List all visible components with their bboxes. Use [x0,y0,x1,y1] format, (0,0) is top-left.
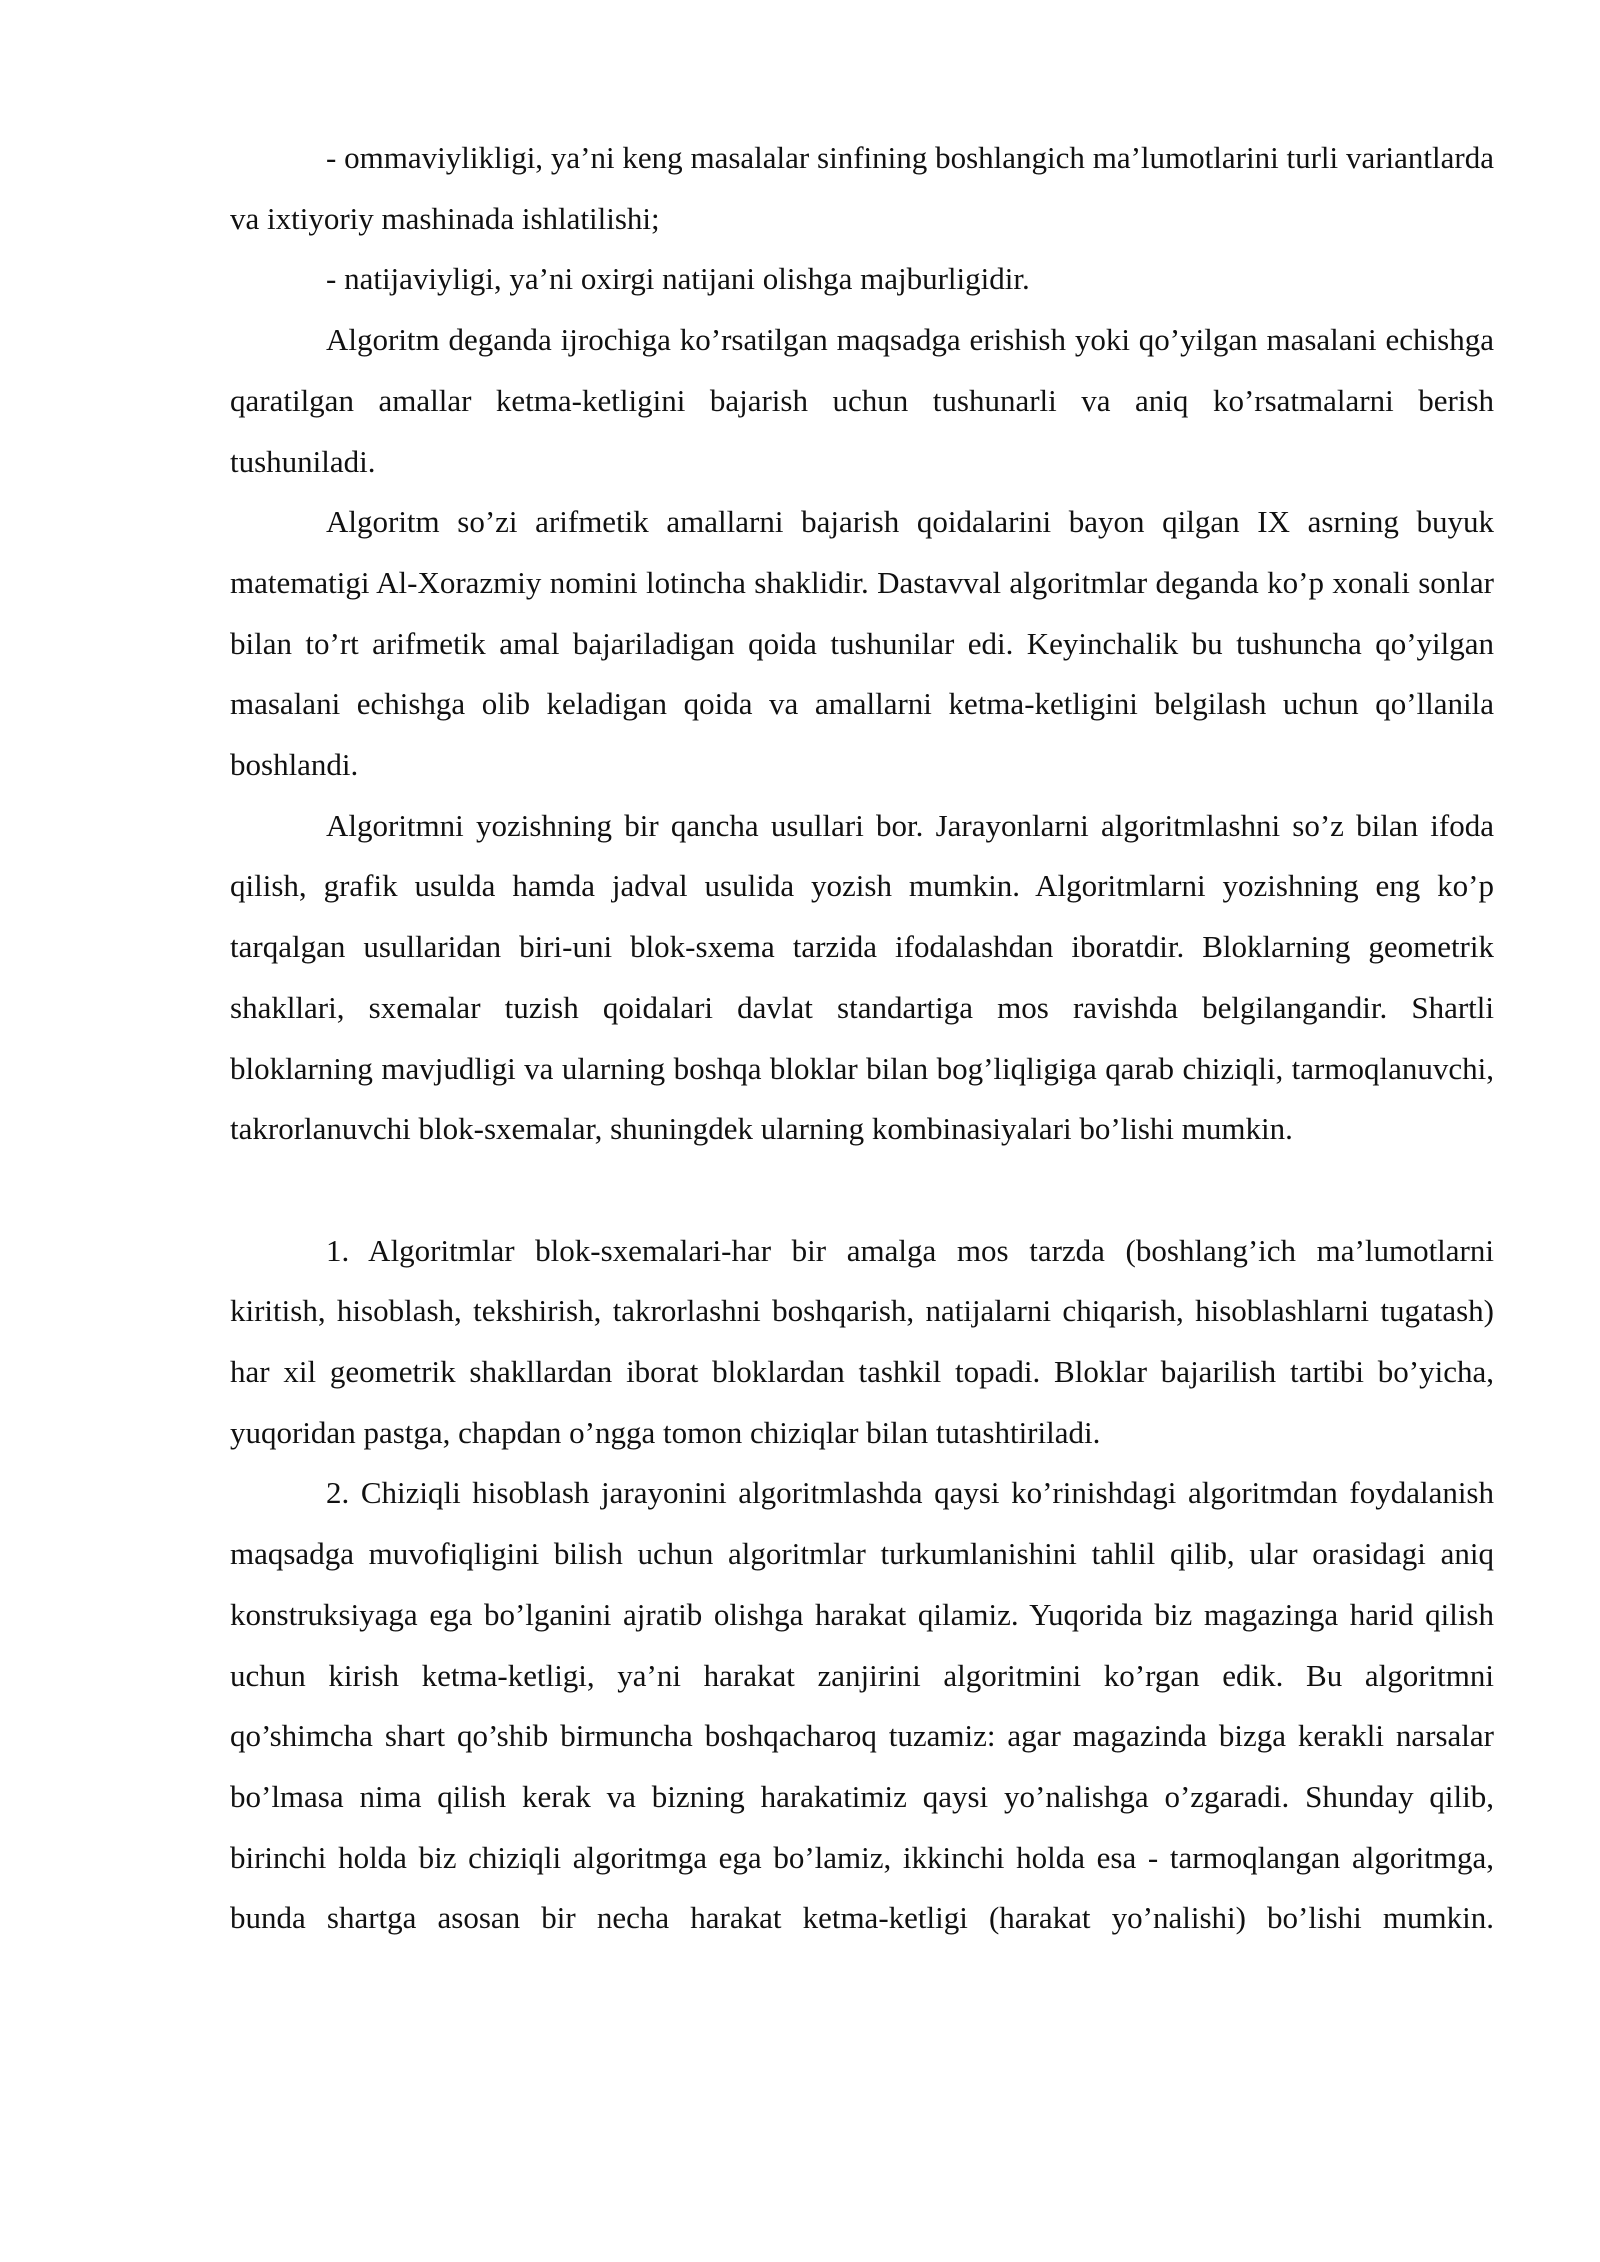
paragraph-spacer [230,1160,1494,1221]
paragraph-numbered-1: 1. Algoritmlar blok-sxemalari-har bir amalga mos tarzda (boshlang’ich ma’lumotlarni kiritish, hisoblash, tekshirish, takrorlashni boshqarish, natijalarni chiqarish, hisoblashlarni tugatash) har xil geometrik shakllardan iborat bloklardan tashkil topadi. Bloklar bajarilish tartibi bo’yicha, yuqoridan pastga, chapdan o’ngga tomon chiziqlar bilan tutashtiriladi. [230,1232,1494,1450]
paragraph-numbered-2: 2. Chiziqli hisoblash jarayonini algoritmlashda qaysi ko’rinishdagi algoritmdan foydalanish maqsadga muvofiqligini bilish uchun algoritmlar turkumlanishini tahlil qilib, ular orasidagi aniq konstruksiyaga ega bo’lganini ajratib olishga harakat qilamiz. Yuqorida biz magazinga harid qilish uchun kirish ketma-ketligi, ya’ni harakat zanjirini algoritmini ko’rgan edik. Bu algoritmni qo’shimcha shart qo’shib birmuncha boshqacharoq tuzamiz: agar magazinda bizga kerakli narsalar bo’lmasa nima qilish kerak va bizning harakatimiz qaysi yo’nalishga o’zgaradi. Shunday qilib, birinchi holda biz chiziqli algoritmga ega bo’lamiz, ikkinchi holda esa - tarmoqlangan algoritmga, bunda shartga asosan bir necha harakat ketma-ketligi (harakat yo’nalishi) bo’lishi mumkin. [230,1475,1494,1936]
paragraph-bullet-resultativeness: - natijaviyligi, ya’ni oxirgi natijani olishga majburligidir. [326,261,1030,297]
document-page [230,128,1494,1949]
paragraph-algorithm-origin: Algoritm so’zi arifmetik amallarni bajarish qoidalarini bayon qilgan IX asrning buyuk matematigi Al-Xorazmiy nomini lotincha shaklidir. Dastavval algoritmlar deganda ko’p xonali sonlar bilan to’rt arifmetik amal bajariladigan qoida tushunilar edi. Keyinchalik bu tushuncha qo’yilgan masalani echishga olib keladigan qoida va amallarni ketma-ketligini belgilash uchun qo’llanila boshlandi. [230,504,1494,783]
paragraph-bullet-massiveness: - ommaviylikligi, ya’ni keng masalalar sinfining boshlangich ma’lumotlarini turli variantlarda va ixtiyoriy mashinada ishlatilishi; [230,140,1494,236]
paragraph-algorithm-notation: Algoritmni yozishning bir qancha usullari bor. Jarayonlarni algoritmlashni so’z bilan ifoda qilish, grafik usulda hamda jadval usulida yozish mumkin. Algoritmlarni yozishning eng ko’p tarqalgan usullaridan biri-uni blok-sxema tarzida ifodalashdan iboratdir. Bloklarning geometrik shakllari, sxemalar tuzish qoidalari davlat standartiga mos ravishda belgilangandir. Shartli bloklarning mavjudligi va ularning boshqa bloklar bilan bog’liqligiga qarab chiziqli, tarmoqlanuvchi, takrorlanuvchi blok-sxemalar, shuningdek ularning kombinasiyalari bo’lishi mumkin. [230,807,1494,1147]
paragraph-algorithm-definition: Algoritm deganda ijrochiga ko’rsatilgan maqsadga erishish yoki qo’yilgan masalani echishga qaratilgan amallar ketma-ketligini bajarish uchun tushunarli va aniq ko’rsatmalarni berish tushuniladi. [230,322,1494,479]
